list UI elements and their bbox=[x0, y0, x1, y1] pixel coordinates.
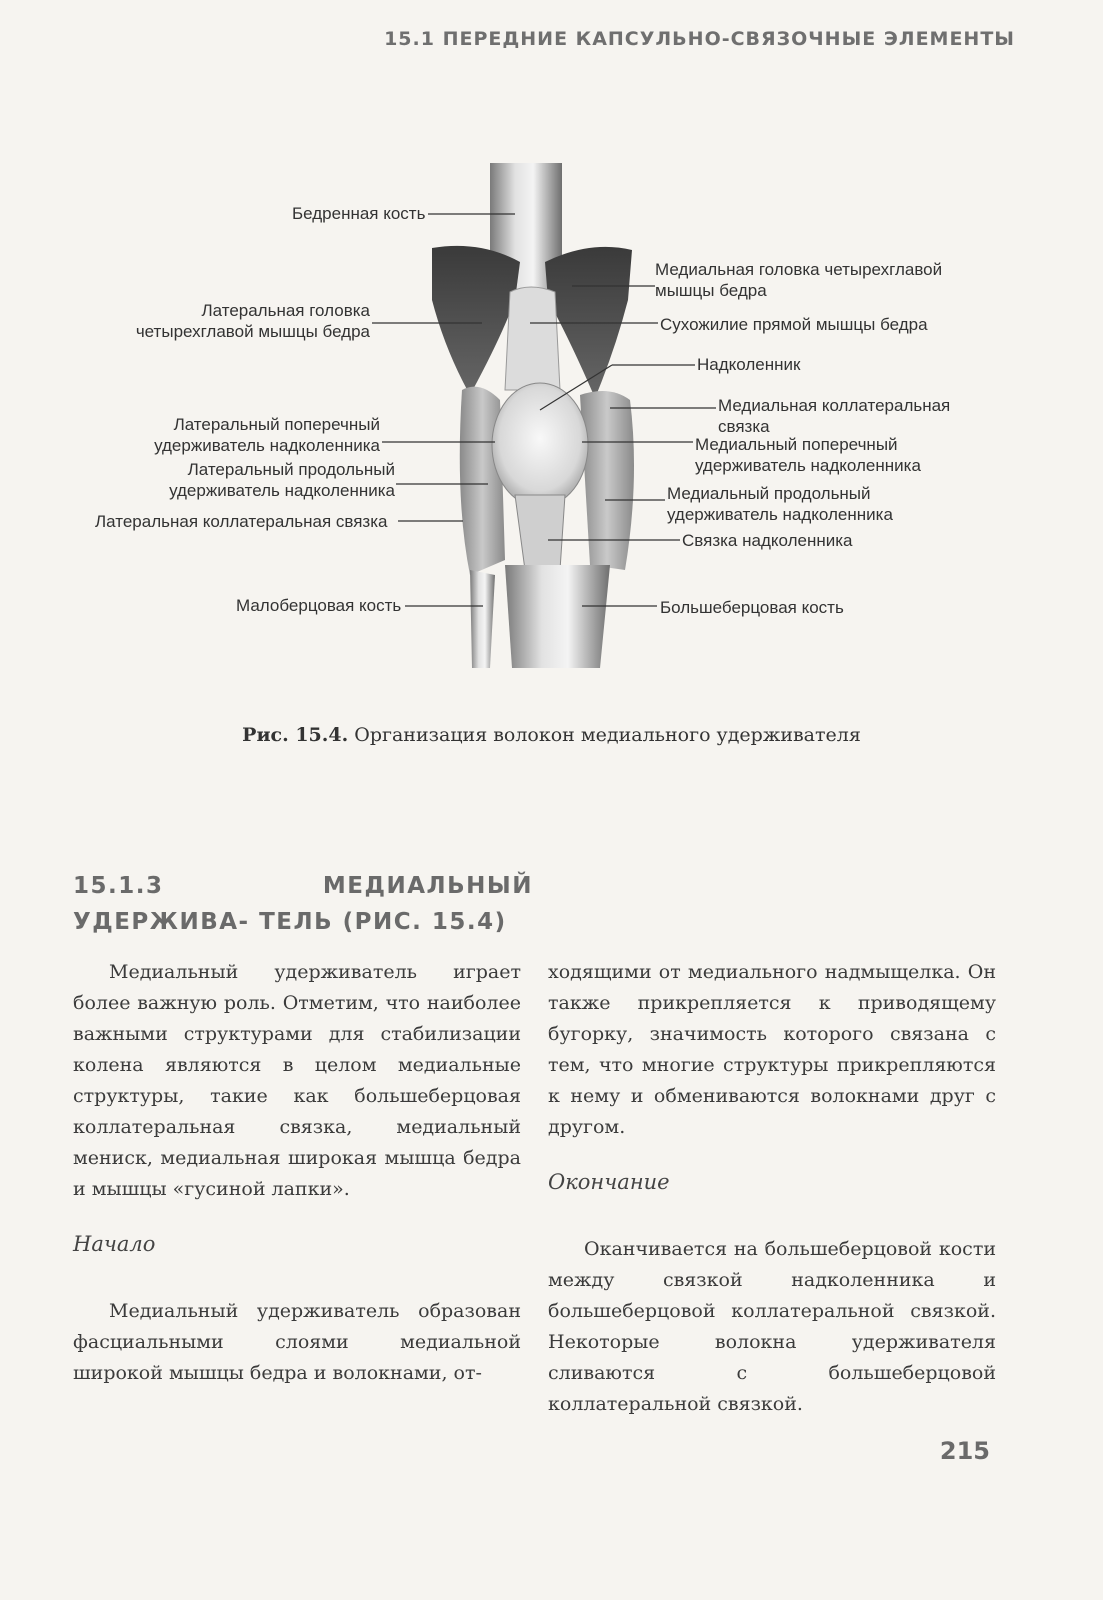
label-line: удерживатель надколенника bbox=[695, 456, 921, 475]
label-lateral-transverse-retinaculum bbox=[130, 414, 380, 456]
label-medial-longitudinal-retinaculum bbox=[667, 483, 893, 525]
label-line: Латеральная головка bbox=[201, 301, 370, 320]
fibula-shape bbox=[470, 570, 495, 668]
label-patellar-ligament: Связка надколенника bbox=[682, 531, 853, 550]
label-line: Латеральный продольный bbox=[187, 460, 395, 479]
label-patella: Надколенник bbox=[697, 355, 801, 374]
running-header: 15.1 ПЕРЕДНИЕ КАПСУЛЬНО-СВЯЗОЧНЫЕ ЭЛЕМЕНТЫ bbox=[384, 28, 1015, 50]
label-line: удерживатель надколенника bbox=[169, 481, 395, 500]
figure-caption bbox=[0, 724, 1103, 746]
label-line: Медиальная головка четырехглавой bbox=[655, 260, 943, 279]
label-line: Медиальный продольный bbox=[667, 484, 871, 503]
label-medial-quadriceps-head bbox=[655, 259, 942, 301]
label-line: мышцы бедра bbox=[655, 281, 767, 300]
left-column-para1 bbox=[73, 957, 521, 1205]
label-medial-transverse-retinaculum bbox=[695, 434, 921, 476]
knee-illustration bbox=[0, 0, 1103, 720]
label-lateral-longitudinal-retinaculum bbox=[145, 459, 395, 501]
label-medial-collateral-ligament bbox=[718, 395, 950, 437]
tibia-shape bbox=[505, 565, 610, 668]
knee-anatomy-figure bbox=[0, 0, 1103, 720]
label-line: удерживатель надколенника bbox=[154, 436, 380, 455]
subheading-start: Начало bbox=[73, 1232, 156, 1256]
paragraph: Медиальный удерживатель играет более важную роль. Отметим, что наиболее важными структурами для стабилизации колена являются в целом медиальные структуры, такие как большеберцовая коллатеральная связка, медиальный мениск, медиальная широкая мышца бедра и мышцы «гусиной лапки». bbox=[73, 961, 521, 1200]
medial-retinaculum bbox=[580, 391, 634, 570]
label-line: четырехглавой мышцы бедра bbox=[135, 322, 370, 341]
paragraph: Оканчивается на большеберцовой кости между связкой надколенника и большеберцовой коллатеральной связкой. Некоторые волокна удерживателя сливаются с большеберцовой коллатеральной связкой. bbox=[548, 1238, 996, 1415]
right-column-para2 bbox=[548, 1234, 996, 1420]
patella-shape bbox=[492, 383, 588, 507]
left-column-para2 bbox=[73, 1296, 521, 1389]
page-number: 215 bbox=[939, 1437, 990, 1465]
label-line: Латеральный поперечный bbox=[173, 415, 380, 434]
label-line: удерживатель надколенника bbox=[667, 505, 893, 524]
caption-number: Рис. 15.4. bbox=[242, 724, 349, 746]
paragraph: Медиальный удерживатель образован фасциальными слоями медиальной широкой мышцы бедра и волокнами, от- bbox=[73, 1300, 521, 1384]
section-heading: 15.1.3 МЕДИАЛЬНЫЙ УДЕРЖИВА- ТЕЛЬ (РИС. 15.4) bbox=[73, 873, 533, 935]
label-femur: Бедренная кость bbox=[292, 204, 426, 223]
label-tibia: Большеберцовая кость bbox=[660, 598, 844, 617]
caption-text: Организация волокон медиального удерживателя bbox=[354, 724, 861, 746]
label-rectus-femoris-tendon: Сухожилие прямой мышцы бедра bbox=[660, 315, 928, 334]
label-lateral-quadriceps-head bbox=[120, 300, 370, 342]
label-line: Медиальный поперечный bbox=[695, 435, 898, 454]
right-column-para1 bbox=[548, 957, 996, 1143]
label-line: связка bbox=[718, 417, 770, 436]
patellar-ligament-shape bbox=[515, 495, 565, 570]
rectus-femoris-tendon bbox=[505, 287, 560, 390]
subheading-end: Окончание bbox=[548, 1170, 670, 1194]
label-lateral-collateral-ligament: Латеральная коллатеральная связка bbox=[95, 512, 388, 531]
label-fibula: Малоберцовая кость bbox=[236, 596, 402, 615]
label-line: Медиальная коллатеральная bbox=[718, 396, 951, 415]
paragraph: ходящими от медиального надмыщелка. Он также прикрепляется к приводящему бугорку, значимость которого связана с тем, что многие структуры прикрепляются к нему и обмениваются волокнами друг с другом. bbox=[548, 961, 996, 1138]
